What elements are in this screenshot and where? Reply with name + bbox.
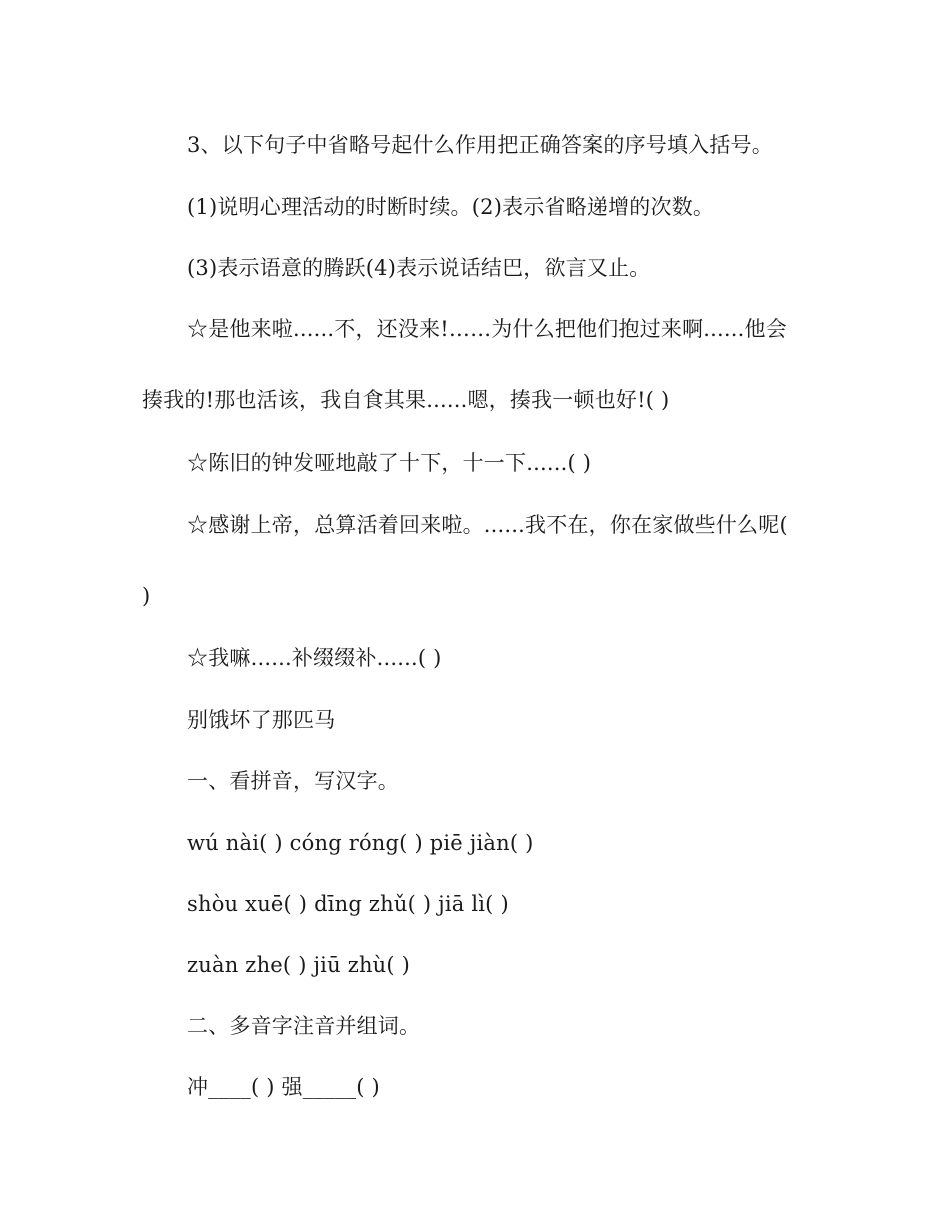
question-3-item-3-line-2: ): [142, 584, 151, 608]
polyphone-row-1: 冲____( ) 强_____( ): [187, 1075, 380, 1099]
question-3-item-1-line-1: ☆是他来啦......不，还没来!……为什么把他们抱过来啊......他会: [187, 317, 787, 341]
lesson-title: 别饿坏了那匹马: [187, 708, 336, 732]
question-3-options-line-1: (1)说明心理活动的时断时续。(2)表示省略递增的次数。: [187, 195, 715, 219]
pinyin-row-3: zuàn zhe( ) jiū zhù( ): [187, 953, 411, 977]
question-3-item-1-line-2: 揍我的!那也活该，我自食其果......嗯，揍我一顿也好!( ): [142, 388, 670, 412]
question-3-item-2: ☆陈旧的钟发哑地敲了十下，十一下......( ): [187, 451, 592, 475]
question-3-item-3-line-1: ☆感谢上帝，总算活着回来啦。......我不在，你在家做些什么呢(: [187, 513, 788, 537]
section-1-title: 一、看拼音，写汉字。: [187, 769, 399, 793]
question-3-title: 3、以下句子中省略号起什么作用把正确答案的序号填入括号。: [187, 133, 773, 157]
pinyin-row-1: wú nài( ) cóng róng( ) piē jiàn( ): [187, 831, 534, 855]
question-3-item-4: ☆我嘛......补缀缀补......( ): [187, 646, 442, 670]
section-2-title: 二、多音字注音并组词。: [187, 1014, 421, 1038]
question-3-options-line-2: (3)表示语意的腾跃(4)表示说话结巴，欲言又止。: [187, 256, 651, 280]
pinyin-row-2: shòu xuē( ) dīng zhǔ( ) jiā lì( ): [187, 892, 509, 916]
